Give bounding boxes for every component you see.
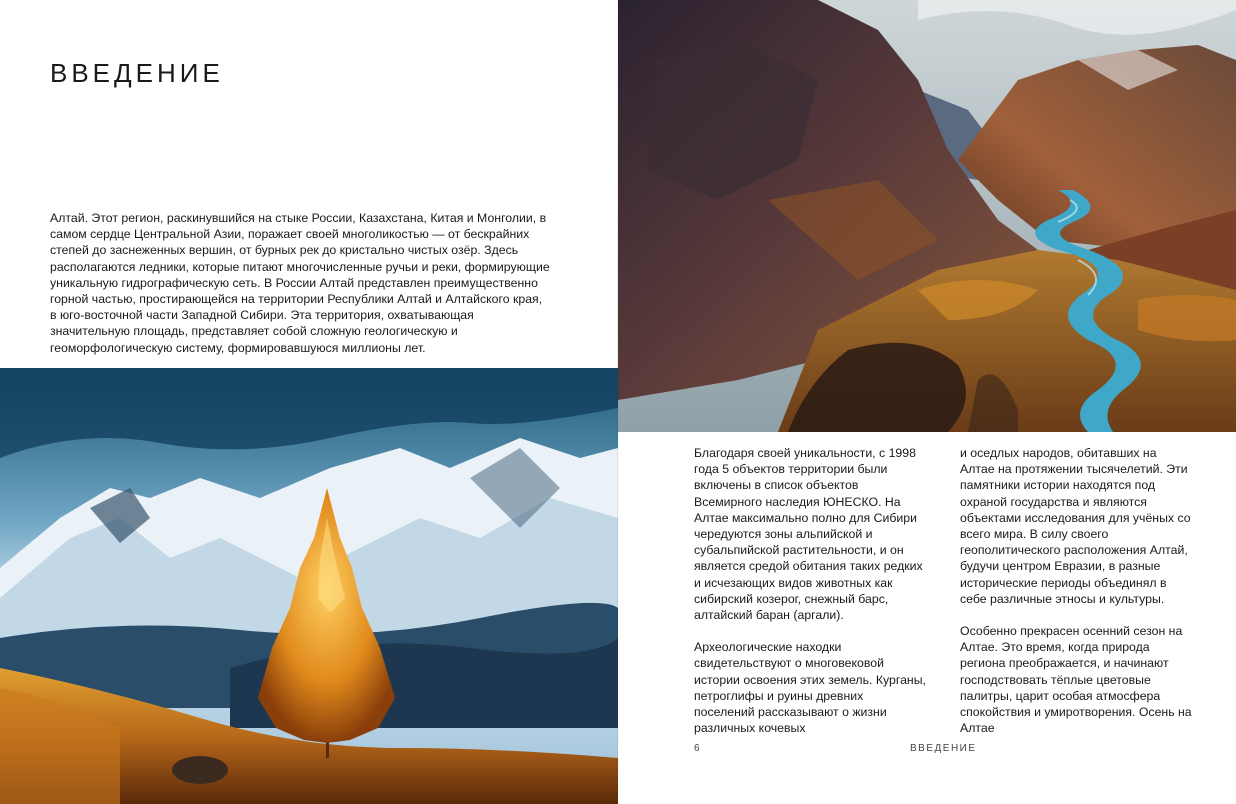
photo-river-valley-canyon — [618, 0, 1236, 432]
chapter-title: ВВЕДЕНИЕ — [50, 58, 224, 88]
text-column-2 — [960, 445, 1192, 752]
column-1-paragraph: Благодаря своей уникальности, с 1998 года 5 объектов территории были включены в список объектов Всемирного наследия ЮНЕСКО. На Алтае максимально полно для Сибири чередуются зоны альпийской и субальпийской растительности, и он является средой обитания таких редких и исчезающих видов животных как сибирский козерог, снежный барс, алтайский баран (аргали). — [694, 446, 923, 623]
right-page — [618, 0, 1236, 804]
column-1-paragraph: Археологические находки свидетельствуют о многовековой истории освоения этих земель. Курганы, петроглифы и руины древних поселений рассказывают о жизни различных кочевых — [694, 640, 926, 736]
page-number: 6 — [694, 743, 700, 754]
intro-paragraph: Алтай. Этот регион, раскинувшийся на стыке России, Казахстана, Китая и Монголии, в самом сердце Центральной Азии, поражает своей многоликостью — от бескрайних степей до заснеженных вершин, от бурных рек до кристально чистых озёр. Здесь располагаются ледники, которые питают многочисленные ручьи и реки, формирующие уникальную гидрографическую сеть. В России Алтай представлен преимущественно горной частью, простирающейся на территории Республики Алтай и Алтайского края, в юго-восточной части Западной Сибири. Эта территория, охватывающая значительную площадь, представляет собой сложную геологическую и геоморфологическую систему, формировавшуюся миллионы лет. — [50, 211, 550, 355]
spread-gutter — [617, 0, 619, 804]
running-title: ВВЕДЕНИЕ — [910, 743, 977, 754]
column-2-paragraph: и оседлых народов, обитавших на Алтае на протяжении тысячелетий. Эти памятники истории находятся под охраной государства и являются объектами исследования для учёных со всего мира. В силу своего геополитического расположения Алтай, будучи центром Евразии, в разные исторические периоды объединял в себе различные этносы и культуры. — [960, 446, 1191, 606]
text-column-1 — [694, 445, 926, 752]
column-2-paragraph: Особенно прекрасен осенний сезон на Алтае. Это время, когда природа региона преображается, и начинают господствовать тёплые цветовые палитры, царит особая атмосфера спокойствия и умиротворения. Осень на Алтае — [960, 624, 1192, 736]
photo-autumn-larch-snowy-mountains — [0, 368, 618, 804]
